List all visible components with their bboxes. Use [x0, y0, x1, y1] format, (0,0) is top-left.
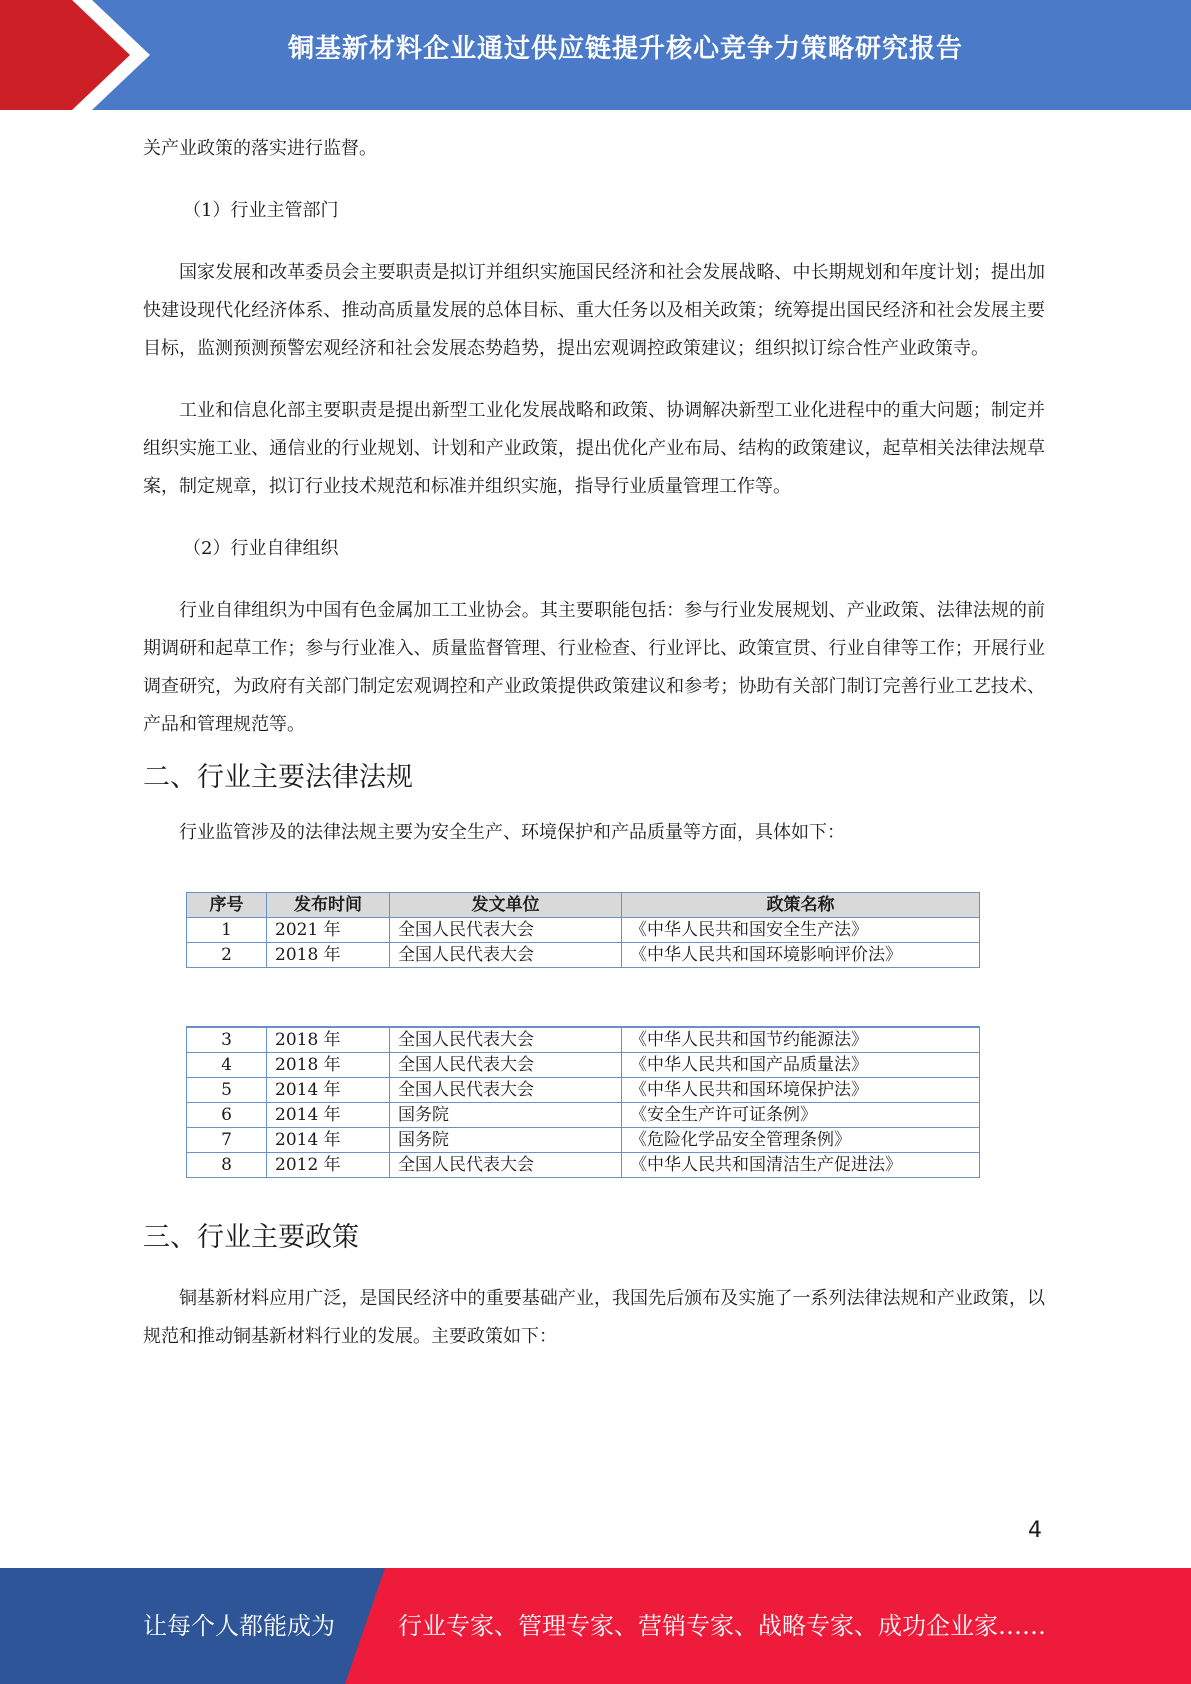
cell-index: 1 [187, 918, 267, 943]
paragraph-laws-intro: 行业监管涉及的法律法规主要为安全生产、环境保护和产品质量等方面，具体如下： [179, 822, 845, 843]
table-row [187, 1078, 980, 1103]
subheading-self-regulatory: （2）行业自律组织 [183, 538, 339, 559]
cell-date: 2014 年 [267, 1128, 390, 1153]
header-issuer: 发文单位 [390, 893, 622, 918]
page-number: 4 [1028, 1518, 1042, 1543]
cell-issuer: 全国人民代表大会 [390, 1153, 622, 1178]
cell-issuer: 全国人民代表大会 [390, 918, 622, 943]
cell-index: 6 [187, 1103, 267, 1128]
paragraph-continuation: 关产业政策的落实进行监督。 [143, 138, 377, 159]
cell-date: 2018 年 [267, 943, 390, 968]
cell-policy: 《中华人民共和国产品质量法》 [622, 1053, 980, 1078]
section-heading-policies: 三、行业主要政策 [143, 1222, 359, 1253]
cell-policy: 《中华人民共和国环境影响评价法》 [622, 943, 980, 968]
cell-date: 2012 年 [267, 1153, 390, 1178]
report-title: 铜基新材料企业通过供应链提升核心竞争力策略研究报告 [287, 34, 963, 64]
paragraph-ndrc: 国家发展和改革委员会主要职责是拟订并组织实施国民经济和社会发展战略、中长期规划和年度计划；提出加快建设现代化经济体系、推动高质量发展的总体目标、重大任务以及相关政策；统筹提出国民经济和社会发展主要目标，监测预测预警宏观经济和社会发展态势趋势，提出宏观调控政策建议；组织拟订综合性产业政策寺。 [143, 262, 1045, 359]
table-row [187, 1128, 980, 1153]
cell-index: 7 [187, 1128, 267, 1153]
cell-date: 2018 年 [267, 1027, 390, 1053]
page-footer [0, 1568, 1191, 1684]
table-row [187, 943, 980, 968]
cell-date: 2021 年 [267, 918, 390, 943]
cell-date: 2018 年 [267, 1053, 390, 1078]
footer-slogan-left: 让每个人都能成为 [143, 1612, 335, 1640]
cell-issuer: 全国人民代表大会 [390, 1078, 622, 1103]
table-row [187, 1103, 980, 1128]
table-header-row [187, 893, 980, 918]
cell-issuer: 全国人民代表大会 [390, 1053, 622, 1078]
cell-issuer: 国务院 [390, 1128, 622, 1153]
cell-date: 2014 年 [267, 1103, 390, 1128]
cell-index: 4 [187, 1053, 267, 1078]
page-header [0, 0, 1191, 110]
cell-policy: 《安全生产许可证条例》 [622, 1103, 980, 1128]
cell-policy: 《危险化学品安全管理条例》 [622, 1128, 980, 1153]
cell-policy: 《中华人民共和国环境保护法》 [622, 1078, 980, 1103]
cell-index: 3 [187, 1027, 267, 1053]
header-index: 序号 [187, 893, 267, 918]
footer-slogan-right: 行业专家、管理专家、营销专家、战略专家、成功企业家…… [398, 1612, 1046, 1640]
paragraph-miit: 工业和信息化部主要职责是提出新型工业化发展战略和政策、协调解决新型工业化进程中的重大问题；制定并组织实施工业、通信业的行业规划、计划和产业政策，提出优化产业布局、结构的政策建议，起草相关法律法规草案，制定规章，拟订行业技术规范和标准并组织实施，指导行业质量管理工作等。 [143, 400, 1045, 497]
table-row [187, 918, 980, 943]
cell-index: 2 [187, 943, 267, 968]
header-date: 发布时间 [267, 893, 390, 918]
table-row [187, 1053, 980, 1078]
paragraph-association: 行业自律组织为中国有色金属加工工业协会。其主要职能包括：参与行业发展规划、产业政策、法律法规的前期调研和起草工作；参与行业准入、质量监督管理、行业检查、行业评比、政策宣贯、行业自律等工作；开展行业调查研究，为政府有关部门制定宏观调控和产业政策提供政策建议和参考；协助有关部门制订完善行业工艺技术、产品和管理规范等。 [143, 600, 1045, 735]
cell-issuer: 全国人民代表大会 [390, 1027, 622, 1053]
cell-index: 8 [187, 1153, 267, 1178]
section-heading-laws: 二、行业主要法律法规 [143, 762, 413, 793]
cell-date: 2014 年 [267, 1078, 390, 1103]
header-policy: 政策名称 [622, 893, 980, 918]
cell-index: 5 [187, 1078, 267, 1103]
table-row [187, 1153, 980, 1178]
cell-issuer: 全国人民代表大会 [390, 943, 622, 968]
laws-table-part2 [186, 1026, 980, 1178]
cell-policy: 《中华人民共和国节约能源法》 [622, 1027, 980, 1053]
paragraph-policies-intro: 铜基新材料应用广泛，是国民经济中的重要基础产业，我国先后颁布及实施了一系列法律法规和产业政策，以规范和推动铜基新材料行业的发展。主要政策如下： [143, 1288, 1045, 1347]
subheading-authority: （1）行业主管部门 [183, 200, 339, 221]
cell-policy: 《中华人民共和国清洁生产促进法》 [622, 1153, 980, 1178]
cell-issuer: 国务院 [390, 1103, 622, 1128]
laws-table-part1 [186, 892, 980, 968]
cell-policy: 《中华人民共和国安全生产法》 [622, 918, 980, 943]
table-row [187, 1027, 980, 1053]
page-content [143, 130, 1045, 1356]
